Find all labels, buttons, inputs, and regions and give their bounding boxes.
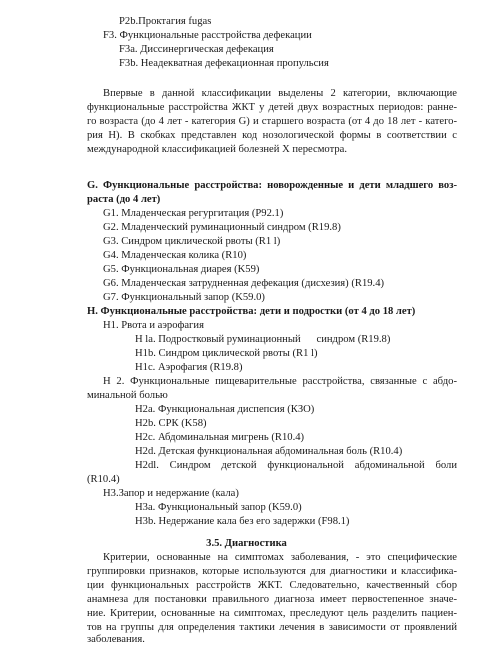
list-item-g4: G4. Младенческая колика (R10) (103, 250, 247, 261)
section-h-heading: H. Функциональные расстройства: дети и подростки (от 4 до 18 лет) (87, 306, 416, 317)
paragraph-line: анамнеза для постановки правильного диагноза имеет первостепенное значе- (87, 594, 457, 605)
paragraph-line: рия H). В скобках представлен код нозологической формы в соответствии с (87, 130, 457, 141)
list-item-h1: H1. Рвота и аэрофагия (103, 320, 204, 331)
list-item-h2-cont: минальной болью (87, 390, 168, 401)
list-item-f3: F3. Функциональные расстройства дефекации (103, 30, 312, 41)
list-item-g2: G2. Младенческий руминационный синдром (R19.8) (103, 222, 341, 233)
paragraph-line: ции функциональных расстройств ЖКТ. Следовательно, качественный сбор (87, 580, 457, 591)
list-item-h2d1-cont: (R10.4) (87, 474, 120, 485)
list-item-h1c: H1c. Аэрофагия (R19.8) (135, 362, 243, 373)
paragraph-line: тов на группы для определения тактики лечения в зависимости от проявлений (87, 622, 457, 633)
paragraph-line: международной классификацией болезней X пересмотра. (87, 144, 347, 155)
list-item-h3: H3.Запор и недержание (кала) (103, 488, 239, 499)
list-item-h2c: H2c. Абдоминальная мигрень (R10.4) (135, 432, 305, 443)
section-g-heading-cont: раста (до 4 лет) (87, 194, 161, 205)
paragraph-line: группировки признаков, которые используются для диагностики и классифика- (87, 566, 457, 577)
list-item-f3a: F3a. Диссинергическая дефекация (119, 44, 274, 55)
section-g-heading: G. Функциональные расстройства: новорожденные и дети младшего воз- (87, 180, 457, 191)
list-item-h3a: H3a. Функциональный запор (K59.0) (135, 502, 302, 513)
list-item-h1b: H1b. Синдром циклической рвоты (R1 l) (135, 348, 318, 359)
list-item-g6: G6. Младенческая затрудненная дефекация (дисхезия) (R19.4) (103, 278, 385, 289)
section-35-heading: 3.5. Диагностика (206, 538, 287, 549)
list-item-f3b: F3b. Неадекватная дефекационная пропульсия (119, 58, 329, 69)
list-item-h2: H 2. Функциональные пищеварительные расстройства, связанные с абдо- (103, 376, 457, 387)
paragraph-line: го возраста (до 4 лет - категория G) и старшего возраста (от 4 до 18 лет - катего- (87, 116, 457, 127)
list-item-g5: G5. Функциональная диарея (K59) (103, 264, 260, 275)
paragraph-line: Критерии, основанные на симптомах заболевания, - это специфические (103, 552, 457, 563)
paragraph-line: функциональные расстройства ЖКТ у детей двух возрастных периодов: ранне- (87, 102, 457, 113)
list-item-h2b: H2b. СРК (K58) (135, 418, 207, 429)
list-item-g3: G3. Синдром циклической рвоты (R1 l) (103, 236, 281, 247)
list-item-g1: G1. Младенческая регургитация (P92.1) (103, 208, 284, 219)
list-item-h2d: H2d. Детская функциональная абдоминальная боль (R10.4) (135, 446, 403, 457)
list-item-p2b: P2b.Проктагия fugas (119, 16, 212, 27)
paragraph-line: заболевания. (87, 634, 145, 645)
list-item-h1a: H la. Подростковый руминационный синдром (R19.8) (135, 334, 391, 345)
list-item-h2d1: H2dl. Синдром детской функциональной абдоминальной боли (135, 460, 457, 471)
paragraph-line: Впервые в данной классификации выделены 2 категории, включающие (103, 88, 457, 99)
list-item-h3b: H3b. Недержание кала без его задержки (F98.1) (135, 516, 350, 527)
list-item-g7: G7. Функциональный запор (K59.0) (103, 292, 265, 303)
list-item-h2a: H2a. Функциональная диспепсия (КЗО) (135, 404, 315, 415)
paragraph-line: ние. Критерии, основанные на симптомах, преследуют цель разделить пациен- (87, 608, 457, 619)
